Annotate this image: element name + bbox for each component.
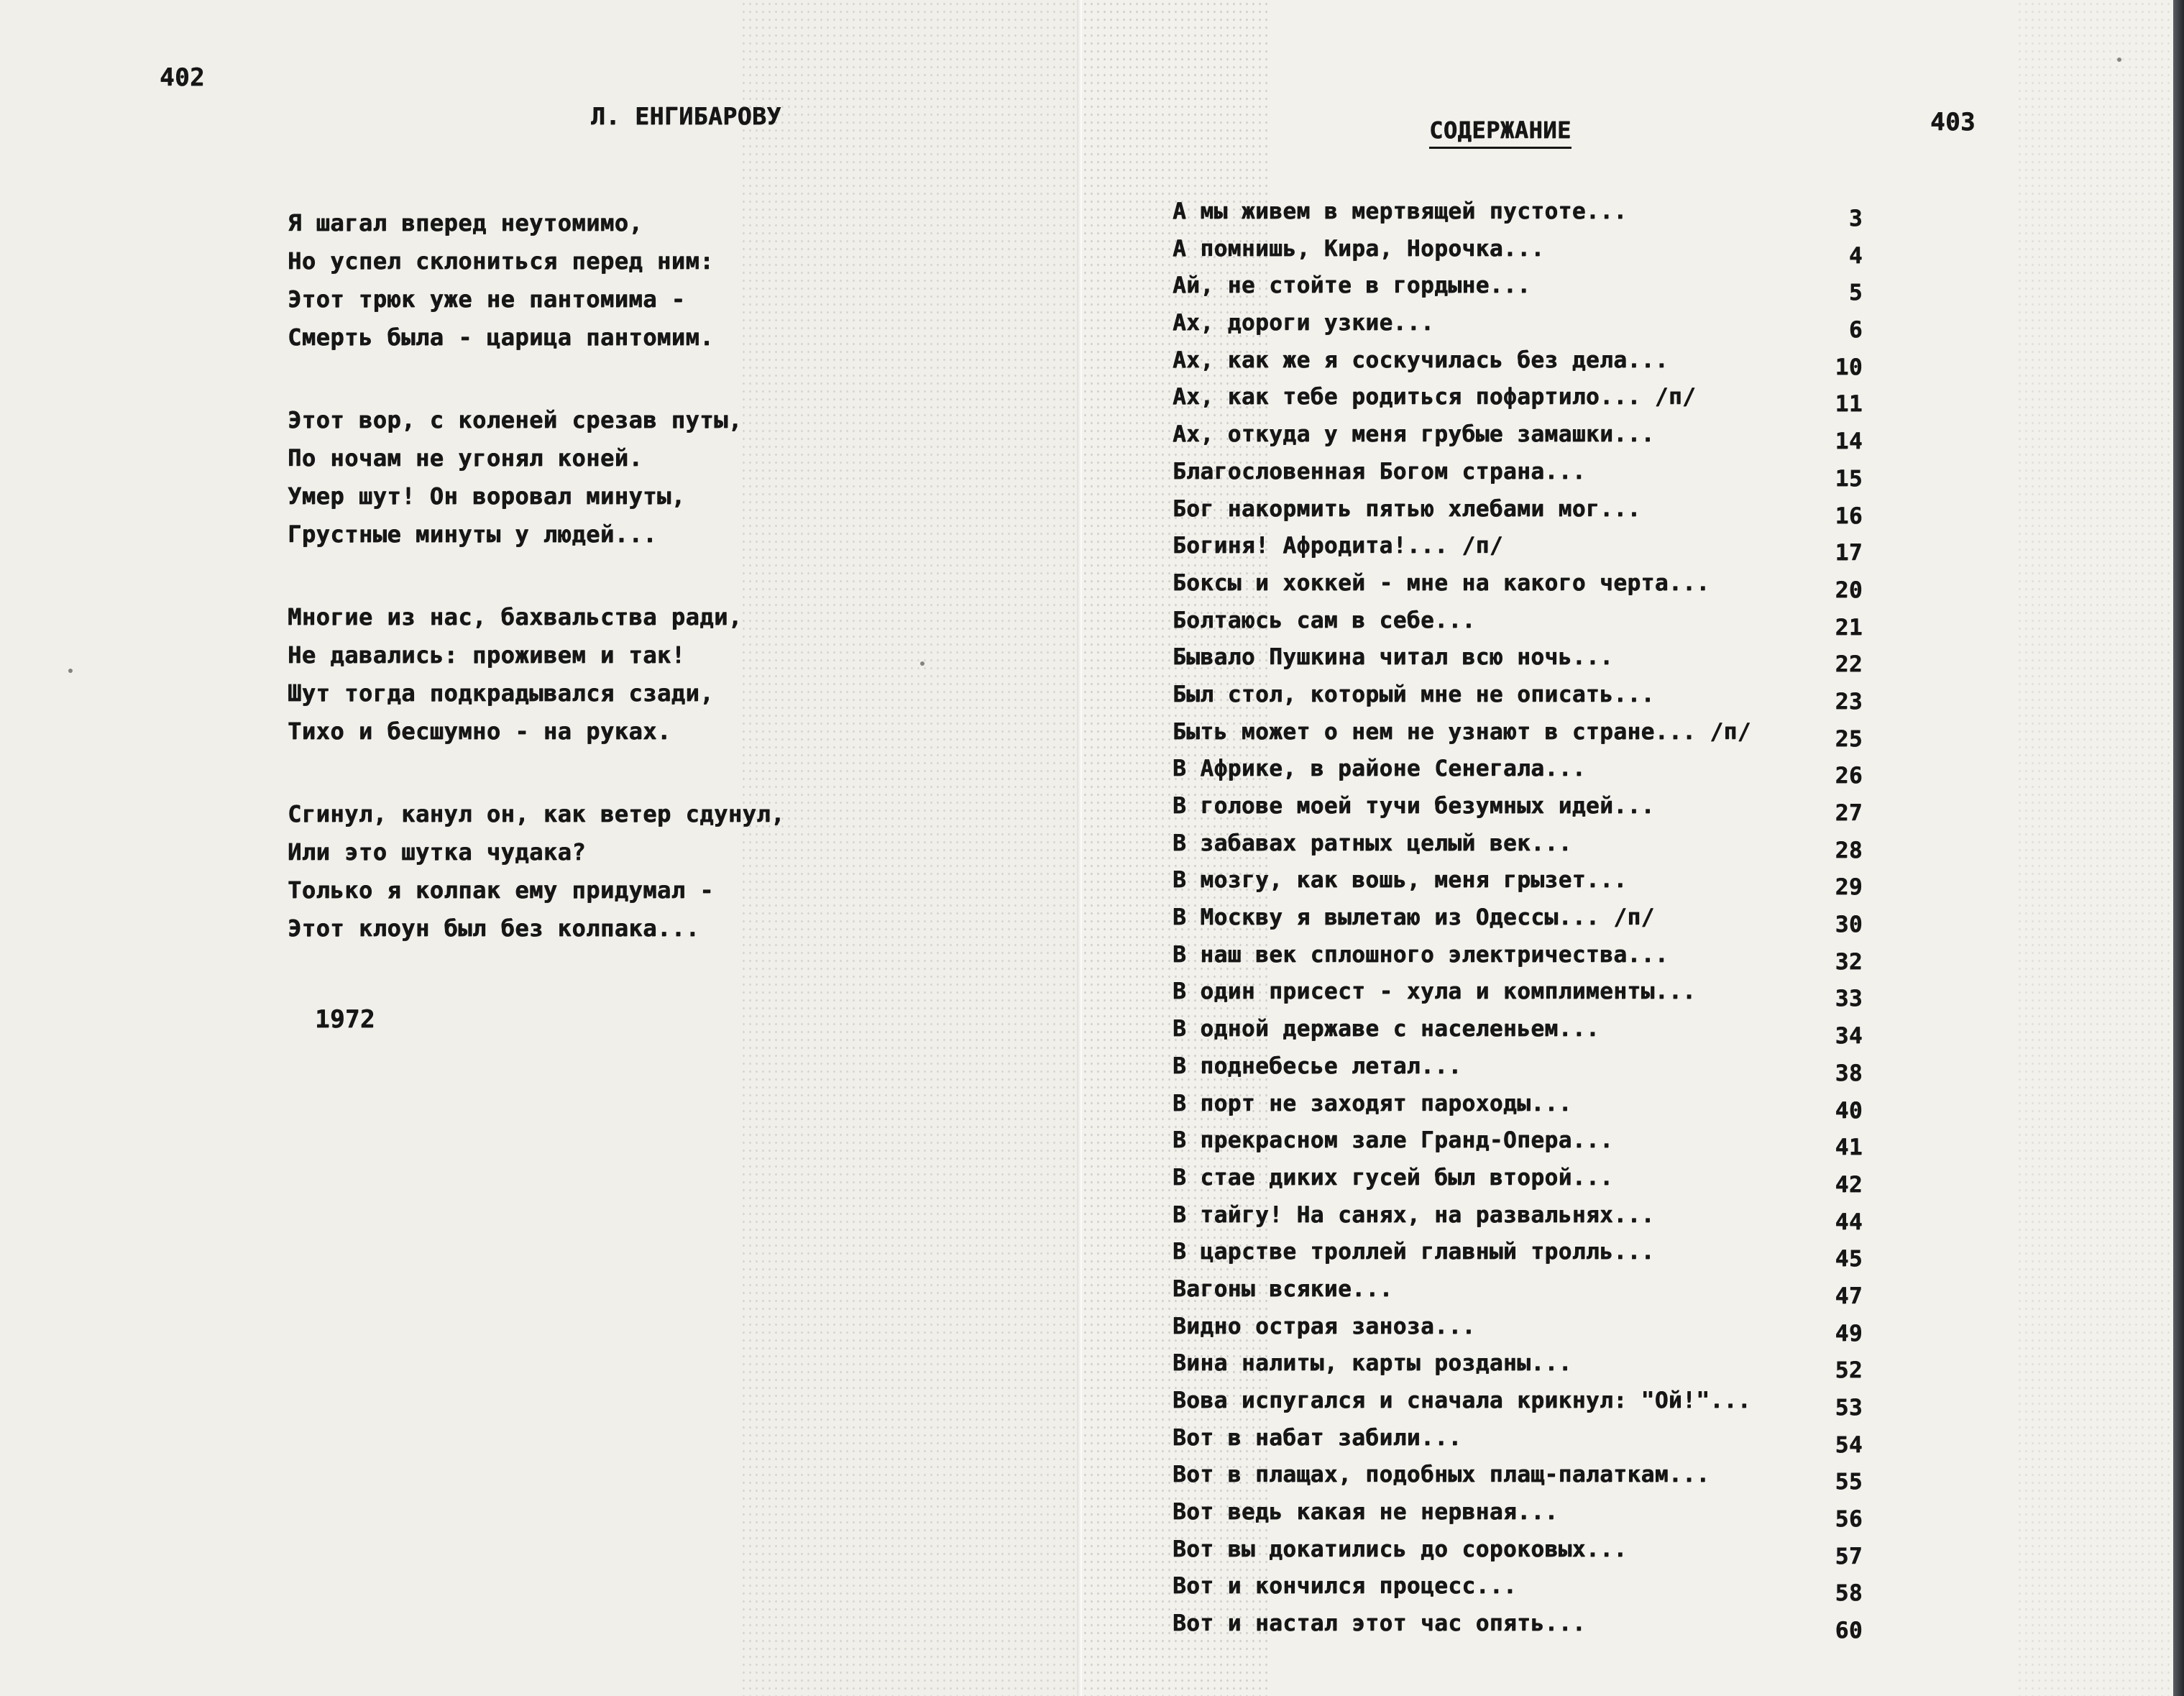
entry-title: Вот в плащах, подобных плащ-палаткам... bbox=[1173, 1462, 1710, 1488]
entry-page-number: 22 bbox=[1835, 651, 1863, 678]
contents-entry bbox=[1082, 682, 2173, 719]
entry-title: Вагоны всякие... bbox=[1173, 1275, 1393, 1302]
entry-title: В Москву я вылетаю из Одессы... /п/ bbox=[1173, 904, 1655, 931]
poem-line: Грустные минуты у людей... bbox=[288, 521, 657, 548]
ink-speck bbox=[68, 669, 73, 673]
entry-title: Ах, дороги узкие... bbox=[1173, 310, 1435, 336]
entry-title: Вот в набат забили... bbox=[1173, 1424, 1462, 1451]
entry-page-number: 56 bbox=[1835, 1506, 1863, 1533]
entry-title: В тайгу! На санях, на развальнях... bbox=[1173, 1201, 1655, 1228]
poem-line: Не давались: проживем и так! bbox=[288, 641, 686, 669]
contents-entry bbox=[1082, 1462, 2173, 1499]
entry-page-number: 34 bbox=[1835, 1023, 1863, 1050]
entry-title: Бывало Пушкина читал всю ночь... bbox=[1173, 644, 1614, 671]
poem-line: Умер шут! Он воровал минуты, bbox=[288, 482, 686, 510]
entry-page-number: 21 bbox=[1835, 614, 1863, 641]
entry-page-number: 58 bbox=[1835, 1580, 1863, 1607]
poem-year: 1972 bbox=[315, 1005, 375, 1034]
entry-page-number: 17 bbox=[1835, 540, 1863, 567]
poem-line: Сгинул, канул он, как ветер сдунул, bbox=[288, 800, 785, 828]
entry-page-number: 5 bbox=[1848, 280, 1863, 306]
entry-title: Вот ведь какая не нервная... bbox=[1173, 1499, 1559, 1526]
contents-entry bbox=[1082, 719, 2173, 756]
entry-title: Бог накормить пятью хлебами мог... bbox=[1173, 495, 1641, 522]
entry-page-number: 54 bbox=[1835, 1431, 1863, 1458]
right-page bbox=[1082, 0, 2173, 1696]
entry-page-number: 26 bbox=[1835, 763, 1863, 789]
entry-title: Ах, как тебе родиться пофартило... /п/ bbox=[1173, 384, 1697, 411]
contents-entry bbox=[1082, 756, 2173, 793]
poem-line: Или это шутка чудака? bbox=[288, 838, 587, 866]
entry-page-number: 28 bbox=[1835, 837, 1863, 863]
contents-entry bbox=[1082, 978, 2173, 1016]
stanza bbox=[288, 204, 785, 357]
entry-title: Вот вы докатились до сороковых... bbox=[1173, 1536, 1628, 1562]
entry-title: В стае диких гусей был второй... bbox=[1173, 1164, 1614, 1191]
entry-page-number: 53 bbox=[1835, 1395, 1863, 1421]
contents-entry bbox=[1082, 1314, 2173, 1351]
poem-line: Этот вор, с коленей срезав путы, bbox=[288, 406, 743, 434]
entry-page-number: 40 bbox=[1835, 1097, 1863, 1124]
poem-line: Но успел склониться перед ним: bbox=[288, 247, 714, 275]
entry-page-number: 29 bbox=[1835, 874, 1863, 901]
contents-entry bbox=[1082, 384, 2173, 421]
entry-page-number: 6 bbox=[1848, 317, 1863, 344]
poem-line: Смерть была - царица пантомим. bbox=[288, 324, 714, 351]
stanza bbox=[288, 795, 785, 948]
contents-entry bbox=[1082, 1053, 2173, 1091]
entry-title: Болтаюсь сам в себе... bbox=[1173, 607, 1476, 633]
photocopy-noise bbox=[740, 0, 1078, 1696]
entry-title: Был стол, который мне не описать... bbox=[1173, 681, 1655, 707]
entry-page-number: 32 bbox=[1835, 948, 1863, 975]
entry-page-number: 23 bbox=[1835, 688, 1863, 715]
contents-entry bbox=[1082, 1016, 2173, 1053]
entry-title: Боксы и хоккей - мне на какого черта... bbox=[1173, 569, 1710, 596]
ink-speck bbox=[2117, 58, 2121, 62]
entry-page-number: 38 bbox=[1835, 1060, 1863, 1086]
entry-title: В порт не заходят пароходы... bbox=[1173, 1090, 1572, 1117]
stanza bbox=[288, 598, 785, 751]
page-number: 402 bbox=[160, 63, 205, 92]
entry-page-number: 45 bbox=[1835, 1246, 1863, 1273]
contents-entry bbox=[1082, 421, 2173, 459]
entry-title: В царстве троллей главный тролль... bbox=[1173, 1239, 1655, 1265]
page-number: 403 bbox=[1930, 108, 1976, 137]
dedication-title: Л. ЕНГИБАРОВУ bbox=[591, 102, 781, 130]
entry-page-number: 4 bbox=[1848, 242, 1863, 269]
entry-page-number: 55 bbox=[1835, 1469, 1863, 1495]
poem-line: Тихо и бесшумно - на руках. bbox=[288, 718, 671, 745]
entry-page-number: 44 bbox=[1835, 1209, 1863, 1235]
poem-line: Я шагал вперед неутомимо, bbox=[288, 209, 643, 237]
contents-entry bbox=[1082, 1425, 2173, 1462]
contents-entry bbox=[1082, 1499, 2173, 1536]
contents-entry bbox=[1082, 1239, 2173, 1276]
entry-page-number: 27 bbox=[1835, 800, 1863, 826]
entry-title: Ах, откуда у меня грубые замашки... bbox=[1173, 421, 1655, 448]
contents-entry bbox=[1082, 496, 2173, 533]
entry-page-number: 10 bbox=[1835, 354, 1863, 380]
entry-title: В голове моей тучи безумных идей... bbox=[1173, 793, 1655, 819]
contents-entry bbox=[1082, 1165, 2173, 1202]
entry-title: Благословенная Богом страна... bbox=[1173, 458, 1586, 485]
entry-page-number: 14 bbox=[1835, 428, 1863, 455]
poem bbox=[288, 204, 785, 992]
entry-page-number: 42 bbox=[1835, 1171, 1863, 1198]
entry-title: А мы живем в мертвящей пустоте... bbox=[1173, 198, 1628, 224]
entry-page-number: 57 bbox=[1835, 1543, 1863, 1569]
contents-entry bbox=[1082, 830, 2173, 868]
entry-title: Вот и кончился процесс... bbox=[1173, 1573, 1518, 1600]
contents-entry bbox=[1082, 1350, 2173, 1388]
entry-page-number: 3 bbox=[1848, 206, 1863, 232]
page-edge bbox=[2173, 0, 2184, 1696]
contents-entry bbox=[1082, 644, 2173, 682]
entry-page-number: 41 bbox=[1835, 1135, 1863, 1161]
entry-title: Быть может о нем не узнают в стране... /п/ bbox=[1173, 718, 1751, 745]
poem-line: По ночам не угонял коней. bbox=[288, 444, 643, 472]
entry-title: В поднебесье летал... bbox=[1173, 1053, 1462, 1079]
contents-entry bbox=[1082, 236, 2173, 273]
entry-title: В прекрасном зале Гранд-Опера... bbox=[1173, 1127, 1614, 1154]
entry-title: А помнишь, Кира, Норочка... bbox=[1173, 235, 1545, 262]
entry-title: Видно острая заноза... bbox=[1173, 1313, 1476, 1339]
poem-line: Этот трюк уже не пантомима - bbox=[288, 285, 686, 313]
entry-title: Богиня! Афродита!... /п/ bbox=[1173, 533, 1503, 559]
entry-title: Ах, как же я соскучилась без дела... bbox=[1173, 347, 1669, 373]
contents-entry bbox=[1082, 1276, 2173, 1314]
entry-title: В мозгу, как вошь, меня грызет... bbox=[1173, 867, 1628, 894]
contents-title: СОДЕРЖАНИЕ bbox=[1429, 116, 1572, 149]
contents-entry bbox=[1082, 1573, 2173, 1610]
entry-page-number: 33 bbox=[1835, 986, 1863, 1012]
poem-line: Многие из нас, бахвальства ради, bbox=[288, 603, 743, 631]
contents-entry bbox=[1082, 1536, 2173, 1574]
contents-entry bbox=[1082, 904, 2173, 942]
contents-entry bbox=[1082, 867, 2173, 904]
entry-page-number: 49 bbox=[1835, 1320, 1863, 1347]
contents-entry bbox=[1082, 793, 2173, 830]
contents-entry bbox=[1082, 1610, 2173, 1648]
entry-title: Ай, не стойте в гордыне... bbox=[1173, 272, 1531, 299]
entry-page-number: 52 bbox=[1835, 1357, 1863, 1384]
poem-line: Только я колпак ему придумал - bbox=[288, 876, 714, 904]
contents-entry bbox=[1082, 272, 2173, 310]
contents-entry bbox=[1082, 608, 2173, 645]
stanza bbox=[288, 401, 785, 554]
contents-entry bbox=[1082, 1127, 2173, 1165]
ink-speck bbox=[920, 661, 924, 666]
poem-line: Этот клоун был без колпака... bbox=[288, 915, 700, 942]
entry-title: В одной державе с населеньем... bbox=[1173, 1016, 1600, 1042]
contents-entry bbox=[1082, 533, 2173, 570]
entry-title: В один присест - хула и комплименты... bbox=[1173, 978, 1697, 1005]
contents-entry bbox=[1082, 198, 2173, 236]
entry-title: В забавах ратных целый век... bbox=[1173, 830, 1572, 856]
entry-title: В Африке, в районе Сенегала... bbox=[1173, 756, 1586, 782]
contents-entry bbox=[1082, 1091, 2173, 1128]
entry-title: Вина налиты, карты розданы... bbox=[1173, 1350, 1572, 1377]
poem-line: Шут тогда подкрадывался сзади, bbox=[288, 679, 714, 707]
entry-title: В наш век сплошного электричества... bbox=[1173, 941, 1669, 968]
entry-page-number: 60 bbox=[1835, 1618, 1863, 1644]
contents-entry bbox=[1082, 310, 2173, 347]
entry-page-number: 20 bbox=[1835, 577, 1863, 603]
contents-entry bbox=[1082, 942, 2173, 979]
left-page bbox=[0, 0, 1082, 1696]
entry-page-number: 11 bbox=[1835, 391, 1863, 418]
entry-title: Вот и настал этот час опять... bbox=[1173, 1610, 1586, 1637]
entry-page-number: 30 bbox=[1835, 912, 1863, 938]
entry-title: Вова испугался и сначала крикнул: "Ой!"... bbox=[1173, 1388, 1751, 1413]
entry-page-number: 25 bbox=[1835, 725, 1863, 752]
entry-page-number: 16 bbox=[1835, 503, 1863, 529]
contents-entry bbox=[1082, 1388, 2173, 1425]
contents-entry bbox=[1082, 1202, 2173, 1239]
entry-page-number: 15 bbox=[1835, 465, 1863, 492]
contents-entry bbox=[1082, 347, 2173, 385]
contents-entry bbox=[1082, 570, 2173, 608]
contents-entry bbox=[1082, 459, 2173, 496]
contents-list bbox=[1082, 198, 2173, 1648]
entry-page-number: 47 bbox=[1835, 1283, 1863, 1309]
